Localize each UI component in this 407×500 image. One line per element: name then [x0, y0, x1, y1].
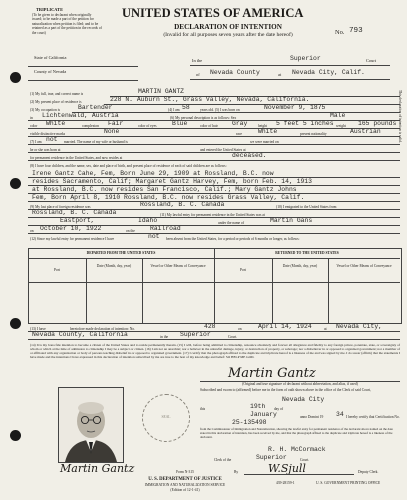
clerk-court-suffix: Court.: [300, 458, 310, 462]
deputy-label: Deputy Clerk.: [358, 470, 379, 474]
height: 5 feet 5 inches: [276, 120, 334, 127]
table-divider: [142, 258, 143, 323]
table-divider: [214, 248, 215, 323]
in-the-label: In the: [192, 58, 203, 63]
rule: [28, 339, 400, 340]
rule: [28, 144, 400, 145]
col-vessel: Vessel or Other Means of Conveyance: [336, 264, 392, 268]
children-intro: (8) I have four children, and the name, sex, date and place of birth, and present place of residence of each of said children are as follows:: [30, 164, 227, 168]
rule: [190, 65, 390, 66]
clerk-label: Clerk of the: [214, 458, 232, 462]
age: 58: [182, 104, 190, 111]
court-seal: [142, 394, 190, 442]
field-1-label: (1) My full, true, and correct name is: [30, 92, 84, 96]
cert-label: I hereby certify that Certification No.: [346, 415, 400, 419]
rule: [28, 120, 400, 121]
declaration-number: 793: [349, 27, 363, 35]
cert-text: from the Commissioner of Immigration and Naturalization, showing the lawful entry for permanent residence of the declarant above named on the date stated in this declaration of intention, has been received by me, and that the photograph affixed to the duplicate and triplicate hereof is a likeness of the declarant.: [200, 427, 393, 439]
portrait-image: [59, 388, 123, 462]
marks-label: visible distinctive marks: [30, 132, 66, 136]
prior-on-label: on: [238, 327, 242, 331]
eyes: Blue: [172, 120, 188, 127]
hair-label: color of hair: [200, 124, 218, 128]
nationality-label: present nationality: [300, 132, 327, 136]
country-title: UNITED STATES OF AMERICA: [122, 6, 304, 20]
sworn-day: 19th: [250, 403, 266, 410]
form-subtitle: (Invalid for all purposes seven years after the date hereof): [163, 32, 293, 38]
subscribed-text: Subscribed and sworn to (affirmed) before me in the form of oath shown above in the office of the Clerk of said Court,: [200, 388, 371, 392]
cert-number: 25-135498: [232, 419, 267, 426]
oath-paragraph: (14) It is my bona fide intention to become a citizen of the United States and to reside permanently therein. (15) I will, before being admitted to citizenship, renounce absolutely and forever all allegiance and fidelity to any foreign prince, potentate, state, or sovereignty of whom or which at the time of admission to citizenship I may be a subject or citizen. (16) I am not an anarchist; nor a believer in the unlawful damage, injury, or destruction of property, or sabotage; nor a disbeliever in or opposed to organized government; nor a member of or affiliated with any organization or body of persons teaching disbelief in or opposed to organized government. (17) I certify that the photograph affixed to the duplicate and triplicate hereof is a likeness of me and was signed by me. I do swear (affirm) that the statements I have made and the intentions I have expressed in this declaration of intention subscribed by me are true to the best of my knowledge and belief: SO HELP ME GOD.: [30, 343, 400, 360]
by-label: By: [234, 470, 239, 474]
prior-number: 428: [204, 323, 216, 330]
entry-date-label: on: [30, 229, 34, 233]
last-foreign-label: (9) My last place of foreign residence was: [30, 205, 91, 209]
children-line-2: resides Sacramento, Calif; Margaret Gantz Harvey, Fem, born Feb. 14, 1913: [32, 178, 312, 185]
county-label: County of Nevada: [34, 69, 67, 74]
prior-text-b: heretofore made declaration of intention: No.: [70, 327, 136, 331]
hair: Gray: [232, 120, 248, 127]
table-divider: [86, 258, 87, 323]
wife-status: deceased.: [232, 152, 267, 159]
rule: [28, 258, 400, 259]
absent: not: [148, 233, 160, 240]
prior-place-2: Nevada County, California: [32, 331, 128, 338]
rule: [28, 66, 138, 67]
emigrated-from: Rossland, B. C. Canada: [32, 209, 117, 216]
rule: [244, 474, 354, 475]
table-divider: [328, 258, 329, 323]
weight-label: weight: [336, 124, 346, 128]
footer-service: IMMIGRATION AND NATURALIZATION SERVICE: [144, 483, 226, 487]
footer-dept: U. S. DEPARTMENT OF JUSTICE: [148, 477, 222, 482]
last-foreign: Rossland, B. C. Canada: [140, 201, 225, 208]
absent-label: (12) Since my lawful entry for permanent residence I have: [30, 237, 115, 241]
clerk-court: Superior: [256, 454, 287, 461]
entered-label: and entered the United States at: [200, 148, 246, 152]
footer-printer: U. S. GOVERNMENT PRINTING OFFICE: [316, 481, 381, 485]
wife-line: we were married on: [250, 140, 279, 144]
marks: None: [104, 128, 120, 135]
birth-date: November 9, 1875: [264, 104, 326, 111]
married: not: [46, 136, 58, 143]
birthplace: Lichtenwald, Austria: [42, 112, 119, 119]
form-title: DECLARATION OF INTENTION: [174, 23, 282, 31]
triplicate-note: (To be given to declarant when originally issued; to be made a part of the petition for naturalization when petition is filed; and to be retained as a part of the petition in the records of the court): [32, 13, 102, 35]
entry-name: Martin Gans: [270, 217, 313, 224]
triplicate-label: TRIPLICATE: [36, 7, 63, 12]
born-at-label: he or she was born at: [30, 148, 61, 152]
rule: [28, 128, 400, 129]
complexion: Fair: [108, 120, 124, 127]
prior-court-label: in the: [160, 335, 169, 339]
weight: 165 pounds: [358, 120, 397, 127]
field-3-label: (3) My occupation is: [30, 108, 61, 112]
clerk-signature: W.Sjull: [268, 462, 306, 475]
court-county: Nevada County: [210, 69, 260, 76]
binder-hole: [10, 72, 21, 83]
sworn-month: January: [250, 411, 277, 418]
entry-state: Idaho: [138, 217, 158, 224]
lawful-label: (11) My lawful entry for permanent residence in the United States was at: [160, 213, 265, 217]
resided-label: for permanent residence in the United States, and now resides at: [30, 156, 123, 160]
entry-name-label: under the name of: [218, 221, 245, 225]
col-vessel: Vessel or Other Means of Conveyance: [150, 264, 206, 268]
sworn-year: 34: [336, 411, 344, 418]
seal-word: SEAL: [161, 415, 171, 419]
photo-signature: Martin Gantz: [60, 462, 135, 475]
rule: [28, 160, 400, 161]
form-number: Form N-315: [176, 470, 194, 474]
children-line-1: Irene Gantz Cahe, Fem, Born June 29, 1909 at Rossland, B.C. now: [32, 170, 274, 177]
margin-note: This declaration of intention is valid.: [398, 90, 402, 144]
entry-port: Eastport,: [60, 217, 95, 224]
race: White: [258, 128, 278, 135]
prior-place: Nevada City,: [336, 323, 383, 330]
complexion-label: complexion: [82, 124, 99, 128]
footer-edition: (Edition of 12-1-41): [170, 488, 200, 492]
binder-hole: [10, 430, 21, 441]
col-date: Date (Month, day, year): [282, 264, 318, 268]
rule: [190, 79, 390, 80]
court-type: Superior: [290, 55, 321, 62]
declarant-photo: [58, 387, 124, 463]
vessel-label: on the: [126, 229, 135, 233]
prior-at-label: at: [324, 327, 327, 331]
court-city: Nevada City, Calif.: [292, 69, 365, 76]
col-date: Date (Month, day, year): [96, 264, 132, 268]
eyes-label: color of eyes: [138, 124, 157, 128]
rule: [28, 193, 400, 194]
children-line-4: Fem, Born April 8, 1910 Rossland, B.C. now resides Grass Valley, Calif.: [32, 194, 305, 201]
court-label: Court: [366, 58, 377, 63]
declarant-signature: Martin Gantz: [228, 366, 316, 381]
number-label: No.: [335, 29, 345, 36]
field-2-label: (2) My present place of residence is: [30, 100, 82, 104]
footer-code: 439-28159-1: [276, 481, 295, 485]
residence: 228 N. Auburn St., Grass Valley, Nevada, California.: [110, 96, 310, 103]
at-label: at: [278, 72, 282, 77]
table-divider: [272, 258, 273, 323]
rule: [104, 104, 400, 105]
color-label: color: [30, 124, 38, 128]
rule: [28, 152, 400, 153]
entry-date: October 10, 1922: [40, 225, 102, 232]
rule: [28, 80, 138, 81]
departed-title: DEPARTED FROM THE UNITED STATES: [86, 251, 156, 255]
race-label: race: [236, 132, 242, 136]
rule: [28, 136, 400, 137]
height-label: height: [258, 124, 267, 128]
day-suffix: day of: [274, 407, 284, 411]
emigrated-label: (10) I emigrated to the United States from: [276, 205, 337, 209]
children-line-3: at Rossland, B.C. now resides San Francisco, Calif.; Mary Gantz Johns: [32, 186, 297, 193]
prior-court-suffix: Court.: [228, 335, 238, 339]
full-name: MARTIN GANTZ: [138, 88, 185, 95]
absent-suffix: been absent from the United States, for a period or periods of 6 months or longer, as follows:: [166, 237, 300, 241]
clerk-name: R. H. McCormack: [268, 446, 326, 453]
married-suffix: married. The name of my wife or husband is: [64, 140, 128, 144]
age-label: (4) I am: [168, 108, 180, 112]
of-label: of: [196, 72, 200, 77]
signature-caption: (Original and true signature of declarant without abbreviation, and alias, if used): [242, 382, 358, 386]
prior-text-a: (13) I have: [30, 327, 46, 331]
rule: [28, 177, 400, 178]
married-label: (7) I am: [30, 140, 42, 144]
col-port: Port: [54, 268, 60, 272]
day-label: this: [200, 407, 206, 411]
anno-label: anno Domini 19: [300, 415, 324, 419]
sex-label: (6) My personal description is as follows: Sex: [170, 116, 237, 120]
absence-table: [28, 248, 402, 324]
col-port: Port: [240, 268, 246, 272]
vessel: Railroad: [150, 225, 181, 232]
age-suffix: years old. (5) I was born on: [200, 108, 240, 112]
born-in-label: in: [30, 116, 33, 120]
prior-court: Superior: [180, 331, 211, 338]
rule: [28, 185, 400, 186]
binder-hole: [10, 178, 21, 189]
rule: [72, 112, 400, 113]
state-label: State of California: [34, 55, 67, 60]
returned-title: RETURNED TO THE UNITED STATES: [275, 251, 339, 255]
nationality: Austrian: [350, 128, 381, 135]
binder-hole: [10, 318, 21, 329]
sex: Male: [330, 112, 346, 119]
color: White: [46, 120, 66, 127]
rule: [28, 233, 400, 234]
sworn-at-place: Nevada City: [282, 396, 325, 403]
rule: [28, 282, 400, 283]
prior-date: April 14, 1924: [258, 323, 312, 330]
occupation: Bartender: [78, 104, 113, 111]
